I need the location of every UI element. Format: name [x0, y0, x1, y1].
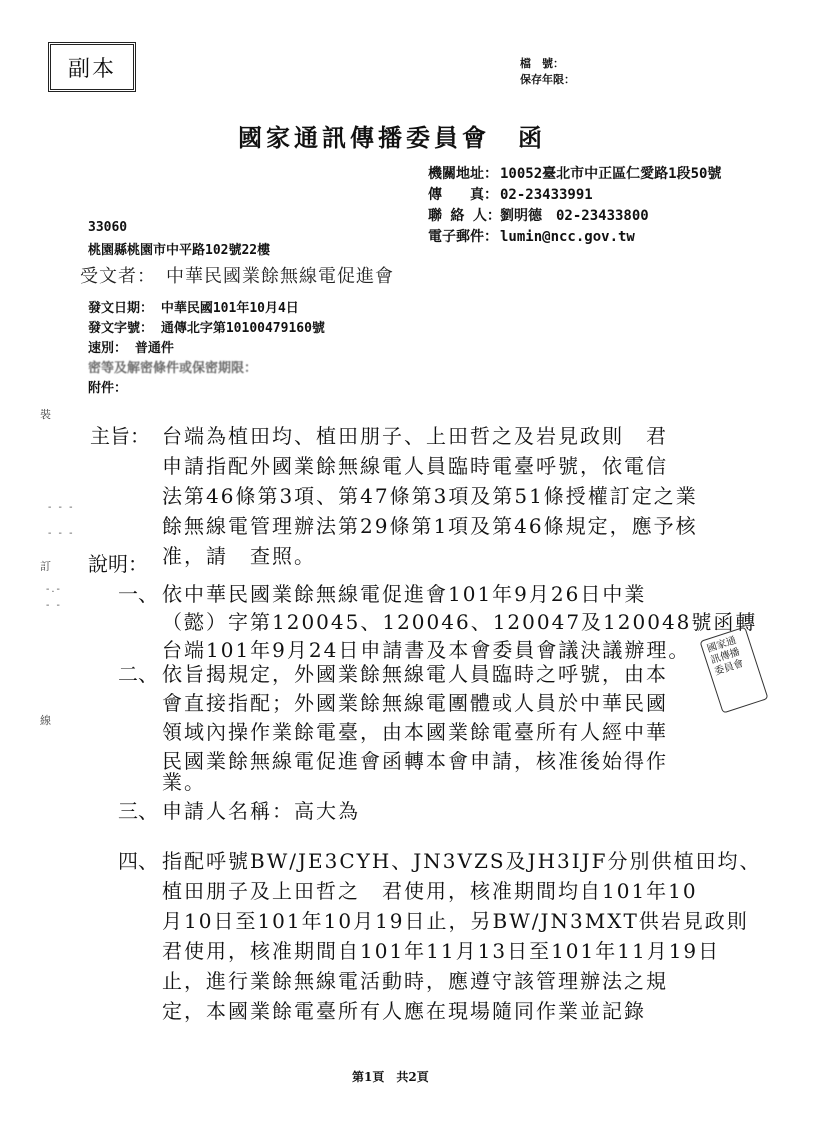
issue-date: 中華民國101年10月4日	[160, 301, 299, 316]
item-line: 台端101年9月24日申請書及本會委員會議決議辦理。	[162, 638, 691, 662]
copy-mark-box	[48, 42, 136, 92]
speed-label: 速別：	[88, 341, 128, 356]
item-line: 植田朋子及上田哲之 君使用，核准期間均自101年10	[162, 879, 698, 903]
item-number: 三、	[118, 799, 158, 823]
agency-email: lumin@ncc.gov.tw	[500, 229, 635, 245]
item-number: 四、	[118, 849, 158, 873]
binding-dashes: - - -	[48, 528, 75, 539]
item-line: 領域內操作業餘電臺，由本國業餘電臺所有人經中華	[162, 720, 668, 744]
item-line: 申請人名稱：高大為	[162, 799, 360, 823]
item-line: 依旨揭規定，外國業餘無線電人員臨時之呼號，由本	[162, 662, 668, 686]
agency-fax: 02-23433991	[500, 187, 593, 203]
stamp-text: 國家通訊傳播委員會	[705, 635, 746, 678]
recipient: 受文者： 中華民國業餘無線電促進會	[80, 266, 394, 287]
agency-fax-label: 傳 真：	[428, 187, 498, 203]
issue-date-row	[88, 297, 299, 316]
agency-fax-row	[428, 184, 593, 204]
official-stamp	[699, 626, 768, 713]
recipient-address: 桃園縣桃園市中平路102號22樓	[88, 243, 271, 258]
item-line: 君使用，核准期間自101年11月13日至101年11月19日	[162, 939, 721, 963]
binding-mark: 裝	[40, 408, 51, 421]
retention-label: 保存年限：	[520, 73, 575, 86]
item-line: 業。	[162, 770, 206, 794]
copy-mark: 副本	[67, 56, 116, 82]
secrecy-row: 密等及解密條件或保密期限：	[88, 361, 258, 376]
agency-email-label: 電子郵件：	[428, 229, 498, 245]
subject-line: 台端為植田均、植田朋子、上田哲之及岩見政則 君	[162, 424, 668, 448]
doc-number: 通傳北字第10100479160號	[160, 321, 325, 336]
agency-contact: 劉明德 02-23433800	[500, 208, 649, 224]
item-line: 月10日至101年10月19日止，另BW/JN3MXT供岩見政則	[162, 909, 749, 933]
agency-contact-row	[428, 205, 649, 225]
item-number: 一、	[118, 582, 158, 606]
binding-mark: 訂	[40, 560, 51, 573]
binding-dashes: - - -	[48, 502, 75, 513]
speed-value: 普通件	[134, 341, 174, 356]
item-line: （懿）字第120045、120046、120047及120048號函轉	[162, 610, 758, 634]
subject-line: 餘無線電管理辦法第29條第1項及第46條規定，應予核	[162, 514, 698, 538]
item-number: 二、	[118, 662, 158, 686]
item-line: 定，本國業餘電臺所有人應在現場隨同作業並記錄	[162, 999, 646, 1023]
page-number: 第1頁 共2頁	[352, 1070, 429, 1084]
item-line: 會直接指配；外國業餘無線電團體或人員於中華民國	[162, 691, 668, 715]
item-line: 止，進行業餘無線電活動時，應遵守該管理辦法之規	[162, 969, 668, 993]
recipient-postal-code: 33060	[88, 220, 128, 235]
subject-line: 法第46條第3項、第47條第3項及第51條授權訂定之業	[162, 484, 698, 508]
doc-number-label: 發文字號：	[88, 321, 154, 336]
file-no-label: 檔 號：	[520, 57, 564, 70]
subject-line: 申請指配外國業餘無線電人員臨時電臺呼號，依電信	[162, 454, 668, 478]
agency-address: 10052臺北市中正區仁愛路1段50號	[500, 166, 722, 182]
subject-label: 主旨：	[90, 424, 150, 448]
item-line: 依中華民國業餘無線電促進會101年9月26日中業	[162, 582, 647, 606]
binding-dashes: -.-	[46, 584, 62, 595]
speed-row	[88, 337, 174, 356]
agency-address-label: 機關地址：	[428, 166, 498, 182]
item-line: 民國業餘無線電促進會函轉本會申請，核准後始得作	[162, 749, 668, 773]
binding-dashes: - -	[46, 600, 62, 611]
agency-email-row	[428, 226, 635, 246]
issue-date-label: 發文日期：	[88, 301, 154, 316]
subject-line: 准，請 查照。	[162, 544, 316, 568]
doc-number-row	[88, 317, 325, 336]
agency-address-row	[428, 163, 721, 183]
binding-mark: 線	[40, 714, 51, 727]
explanation-label: 說明：	[88, 552, 148, 576]
agency-contact-label: 聯 絡 人：	[428, 208, 501, 224]
attachment-label: 附件：	[88, 381, 128, 396]
document-title: 國家通訊傳播委員會 函	[238, 123, 546, 152]
item-line: 指配呼號BW/JE3CYH、JN3VZS及JH3IJF分別供植田均、	[162, 849, 762, 873]
